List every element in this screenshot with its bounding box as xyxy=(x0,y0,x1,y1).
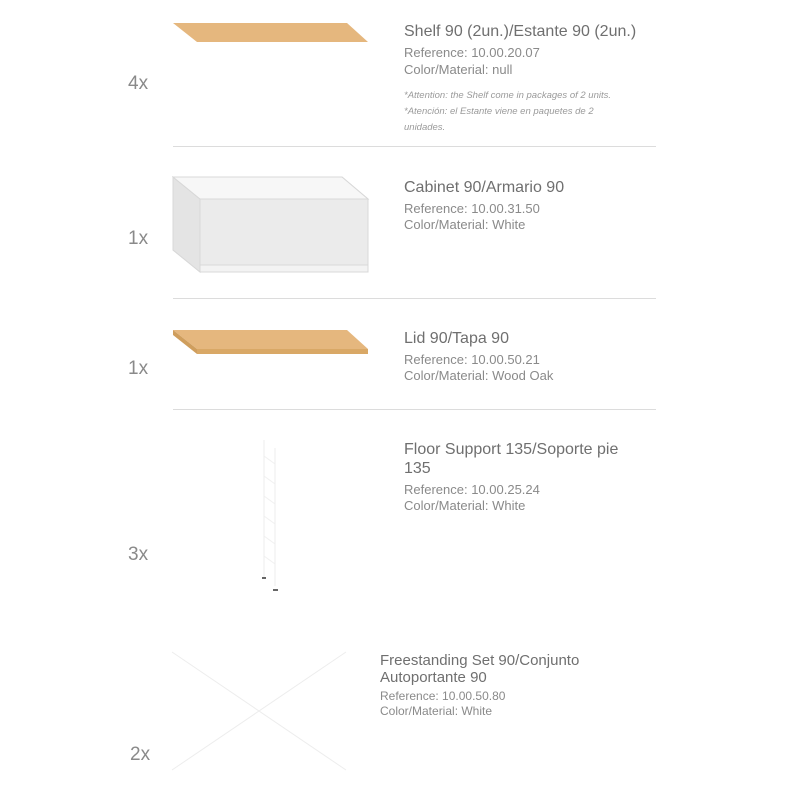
item-reference: Reference: 10.00.20.07 xyxy=(404,45,540,60)
item-reference: Reference: 10.00.25.24 xyxy=(404,482,540,497)
quantity-label: 3x xyxy=(128,544,149,565)
item-title-line2: Autoportante 90 xyxy=(380,669,487,686)
item-material: Color/Material: White xyxy=(404,217,526,232)
shelf-illustration xyxy=(170,20,372,52)
divider xyxy=(173,146,656,147)
cabinet-illustration xyxy=(172,176,372,276)
quantity-label: 2x xyxy=(130,744,151,765)
item-title: Lid 90/Tapa 90 xyxy=(404,330,509,347)
item-material: Color/Material: White xyxy=(404,498,526,513)
item-material: Color/Material: Wood Oak xyxy=(404,368,554,383)
divider xyxy=(173,409,656,410)
item-title-line1: Freestanding Set 90/Conjunto xyxy=(380,652,580,669)
item-material: Color/Material: White xyxy=(380,704,493,718)
attention-note-es: *Atención: el Estante viene en paquetes de 2 unidades. xyxy=(404,106,594,133)
item-title: Shelf 90 (2un.)/Estante 90 (2un.) xyxy=(404,23,637,40)
item-reference: Reference: 10.00.31.50 xyxy=(404,201,540,216)
item-title-line2: 135 xyxy=(404,460,431,477)
item-title-line1: Floor Support 135/Soporte pie xyxy=(404,441,619,458)
divider xyxy=(173,298,656,299)
item-reference: Reference: 10.00.50.80 xyxy=(380,689,506,703)
freestanding-set-illustration xyxy=(170,650,350,774)
item-reference: Reference: 10.00.50.21 xyxy=(404,352,540,367)
quantity-label: 1x xyxy=(128,228,149,249)
lid-illustration xyxy=(170,327,372,359)
floor-support-illustration xyxy=(255,436,285,596)
attention-note-en: *Attention: the Shelf come in packages of 2 units. xyxy=(404,90,612,101)
item-material: Color/Material: null xyxy=(404,62,513,77)
item-title: Cabinet 90/Armario 90 xyxy=(404,179,565,196)
quantity-label: 4x xyxy=(128,73,149,94)
quantity-label: 1x xyxy=(128,358,149,379)
